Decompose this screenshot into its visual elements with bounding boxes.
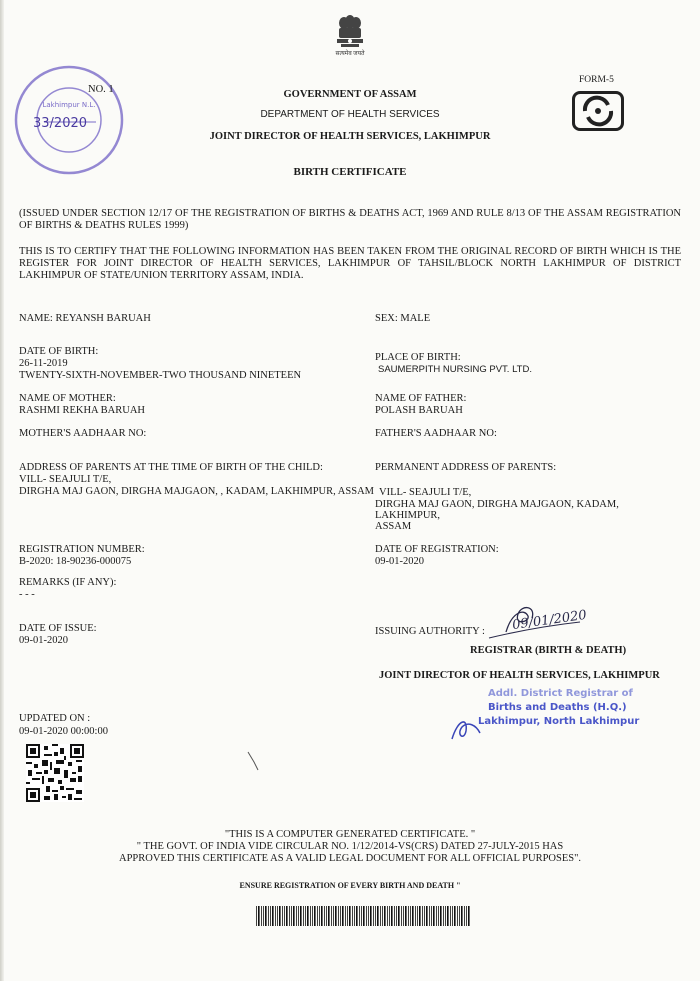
barcode-bar: [433, 906, 435, 926]
barcode-bar: [366, 906, 367, 926]
barcode-bar: [398, 906, 400, 926]
mother-aadhaar: MOTHER'S AADHAAR NO:: [19, 428, 147, 439]
barcode-bar: [284, 906, 285, 926]
reg-date-value: 09-01-2020: [375, 556, 424, 567]
barcode-bar: [321, 906, 323, 926]
barcode-bar: [326, 906, 327, 926]
barcode-bar: [272, 906, 274, 926]
barcode-bar: [363, 906, 365, 926]
address-birth-label: ADDRESS OF PARENTS AT THE TIME OF BIRTH OF THE CHILD:: [19, 462, 323, 473]
signature-date: 09/01/2020: [511, 607, 588, 634]
barcode-bar: [303, 906, 304, 926]
barcode-bar: [312, 906, 313, 926]
barcode-bar: [426, 906, 428, 926]
barcode-bar: [370, 906, 372, 926]
barcode-bar: [317, 906, 318, 926]
barcode-bar: [417, 906, 418, 926]
barcode-bar: [282, 906, 283, 926]
barcode-bar: [256, 906, 257, 926]
barcode-bar: [405, 906, 407, 926]
barcode-bar: [380, 906, 381, 926]
barcode-bar: [291, 906, 292, 926]
barcode-bar: [403, 906, 404, 926]
perm-address-label: PERMANENT ADDRESS OF PARENTS:: [375, 462, 557, 473]
barcode-bar: [468, 906, 470, 926]
government-title: GOVERNMENT OF ASSAM: [283, 89, 417, 100]
barcode-bar: [310, 906, 311, 926]
page-title: BIRTH CERTIFICATE: [293, 166, 407, 178]
issue-date-value: 09-01-2020: [19, 635, 68, 646]
barcode-bar: [431, 906, 432, 926]
perm-address-line1: VILL- SEAJULI T/E,: [379, 487, 472, 498]
barcode-bar: [328, 906, 330, 926]
father-value: POLASH BARUAH: [375, 405, 463, 416]
footer-line3: APPROVED THIS CERTIFICATE AS A VALID LEGAL DOCUMENT FOR ALL OFFICIAL PURPOSES".: [118, 853, 582, 864]
barcode-bar: [445, 906, 446, 926]
dob-label: DATE OF BIRTH:: [19, 346, 99, 357]
barcode-bar: [265, 906, 267, 926]
pob-label: PLACE OF BIRTH:: [375, 352, 461, 363]
stamp-line1: Addl. District Registrar of: [488, 688, 633, 699]
barcode-bar: [324, 906, 325, 926]
barcode-bar: [394, 906, 395, 926]
barcode-bar: [314, 906, 316, 926]
barcode-bar: [391, 906, 393, 926]
barcode-bar: [354, 906, 355, 926]
barcode-bar: [305, 906, 306, 926]
certify-text: THIS IS TO CERTIFY THAT THE FOLLOWING INFORMATION HAS BEEN TAKEN FROM THE ORIGINAL RECORD OF BIRTH WHICH IS THE REGISTER FOR JOINT DIRECTOR OF HEALTH SERVICES, LAKHIMPUR OF TAHSIL/BLOCK NORTH LAKHIMPUR OF DISTRICT LAKHIMPUR OF STATE/UNION TERRITORY ASSAM, INDIA.: [19, 246, 681, 281]
barcode-bar: [438, 906, 439, 926]
ensure-registration: ENSURE REGISTRATION OF EVERY BIRTH AND DEATH ": [239, 881, 461, 890]
barcode-bar: [261, 906, 262, 926]
barcode-bar: [387, 906, 388, 926]
barcode-bar: [401, 906, 402, 926]
stamp-line3: Lakhimpur, North Lakhimpur: [478, 716, 640, 727]
barcode-bar: [356, 906, 358, 926]
barcode-bar: [461, 906, 463, 926]
seal-number: 33/2020: [33, 116, 88, 131]
form-label: FORM-5: [579, 75, 614, 85]
barcode-bar: [359, 906, 360, 926]
barcode-bar: [345, 906, 346, 926]
barcode-bar: [349, 906, 351, 926]
address-birth-line1: VILL- SEAJULI T/E,: [19, 474, 112, 485]
barcode-bar: [347, 906, 348, 926]
barcode-bar: [459, 906, 460, 926]
barcode-bar: [389, 906, 390, 926]
qr-code: [26, 744, 84, 802]
barcode-bar: [382, 906, 383, 926]
issuing-authority-label: ISSUING AUTHORITY :: [375, 626, 485, 637]
initials-signature: [448, 713, 484, 745]
pob-value: SAUMERPITH NURSING PVT. LTD.: [378, 364, 532, 375]
perm-address-line2: DIRGHA MAJ GAON, DIRGHA MAJGAON, KADAM,: [375, 499, 619, 510]
barcode-bar: [454, 906, 456, 926]
barcode-bar: [277, 906, 278, 926]
barcode-bar: [296, 906, 297, 926]
office-title: JOINT DIRECTOR OF HEALTH SERVICES, LAKHIMPUR: [209, 131, 491, 142]
reg-no-label: REGISTRATION NUMBER:: [19, 544, 145, 555]
barcode-bar: [352, 906, 353, 926]
barcode-bar: [436, 906, 437, 926]
certificate-no: NO. 1: [88, 84, 114, 95]
barcode-bar: [443, 906, 444, 926]
barcode-bar: [377, 906, 379, 926]
barcode-bar: [452, 906, 453, 926]
barcode-bar: [361, 906, 362, 926]
stamp-line2: Births and Deaths (H.Q.): [488, 702, 627, 713]
issue-date-label: DATE OF ISSUE:: [19, 623, 97, 634]
barcode-bar: [331, 906, 332, 926]
barcode-bar: [293, 906, 295, 926]
issued-under-text: (ISSUED UNDER SECTION 12/17 OF THE REGISTRATION OF BIRTHS & DEATHS ACT, 1969 AND RULE 8/13 OF THE ASSAM REGISTRATION OF BIRTHS & DEATHS RULES 1999): [19, 208, 681, 231]
barcode-bar: [268, 906, 269, 926]
dob-value: 26-11-2019: [19, 358, 68, 369]
barcode-bar: [300, 906, 302, 926]
barcode-bar: [286, 906, 288, 926]
reg-date-label: DATE OF REGISTRATION:: [375, 544, 499, 555]
barcode-bar: [415, 906, 416, 926]
barcode-bar: [410, 906, 411, 926]
svg-text:Lakhimpur N.L.: Lakhimpur N.L.: [42, 101, 96, 109]
barcode-bar: [270, 906, 271, 926]
address-birth-line2: DIRGHA MAJ GAON, DIRGHA MAJGAON, , KADAM, LAKHIMPUR, ASSAM: [19, 486, 374, 497]
mother-value: RASHMI REKHA BARUAH: [19, 405, 146, 416]
barcode-bar: [384, 906, 386, 926]
barcode-bar: [263, 906, 264, 926]
updated-label: UPDATED ON :: [19, 713, 91, 724]
barcode-bar: [275, 906, 276, 926]
barcode-bar: [338, 906, 339, 926]
perm-address-line3: LAKHIMPUR,: [375, 510, 441, 521]
father-aadhaar: FATHER'S AADHAAR NO:: [375, 428, 497, 439]
child-sex: SEX: MALE: [375, 313, 431, 324]
mother-label: NAME OF MOTHER:: [19, 393, 116, 404]
barcode-bar: [466, 906, 467, 926]
barcode-bar: [422, 906, 423, 926]
barcode-bar: [258, 906, 260, 926]
dob-words: TWENTY-SIXTH-NOVEMBER-TWO THOUSAND NINETEEN: [19, 370, 302, 381]
barcode-bar: [412, 906, 414, 926]
barcode-bar: [396, 906, 397, 926]
barcode-bar: [279, 906, 281, 926]
barcode-bar: [408, 906, 409, 926]
barcode-bar: [375, 906, 376, 926]
child-name: NAME: REYANSH BARUAH: [19, 313, 151, 324]
barcode-bar: [340, 906, 341, 926]
reg-no-value: B-2020: 18-90236-000075: [19, 556, 132, 567]
barcode-bar: [429, 906, 430, 926]
barcode-bar: [373, 906, 374, 926]
perm-address-line4: ASSAM: [375, 521, 412, 532]
registrar-title: REGISTRAR (BIRTH & DEATH): [470, 645, 627, 656]
updated-value: 09-01-2020 00:00:00: [19, 726, 108, 737]
barcode-bar: [319, 906, 320, 926]
barcode-bar: [450, 906, 451, 926]
barcode-bar: [457, 906, 458, 926]
barcode-bar: [419, 906, 421, 926]
remarks-value: - - -: [19, 589, 35, 600]
barcode-bar: [368, 906, 369, 926]
department-title: DEPARTMENT OF HEALTH SERVICES: [260, 109, 440, 120]
barcode-bar: [464, 906, 465, 926]
barcode-bar: [298, 906, 299, 926]
footer-line1: "THIS IS A COMPUTER GENERATED CERTIFICATE. ": [224, 829, 476, 840]
father-label: NAME OF FATHER:: [375, 393, 467, 404]
barcode-bar: [440, 906, 442, 926]
footer-line2: " THE GOVT. OF INDIA VIDE CIRCULAR NO. 1/12/2014-VS(CRS) DATED 27-JULY-2015 HAS: [136, 841, 564, 852]
barcode-bar: [342, 906, 344, 926]
barcode: [256, 906, 471, 926]
barcode-bar: [424, 906, 425, 926]
barcode-bar: [307, 906, 309, 926]
remarks-label: REMARKS (IF ANY):: [19, 577, 117, 588]
stray-mark: [246, 750, 260, 772]
barcode-bar: [289, 906, 290, 926]
barcode-bar: [335, 906, 337, 926]
emblem-motto: सत्यमेव जयते: [335, 51, 365, 57]
authority-office: JOINT DIRECTOR OF HEALTH SERVICES, LAKHIMPUR: [379, 670, 660, 681]
barcode-bar: [333, 906, 334, 926]
barcode-bar: [447, 906, 449, 926]
